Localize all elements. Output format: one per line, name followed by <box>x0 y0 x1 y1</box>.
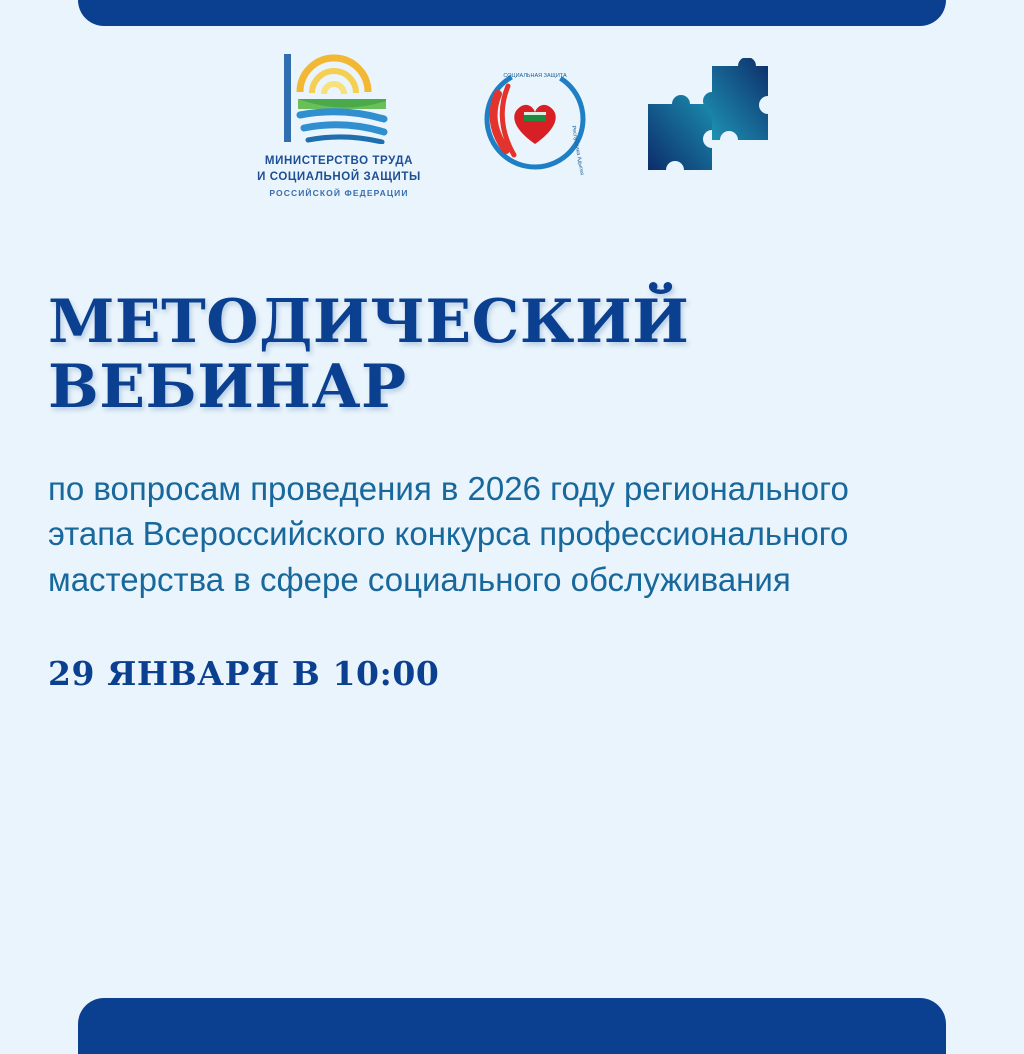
page-title-line2: ВЕБИНАР <box>48 351 407 422</box>
social-protection-arc-label: Республика Адыгея <box>569 125 585 176</box>
page-title-line1: МЕТОДИЧЕСКИЙ <box>48 287 690 357</box>
two-puzzle-pieces-icon <box>638 58 778 176</box>
logo-mintrud <box>247 52 432 200</box>
logo-puzzle <box>638 58 778 176</box>
bottom-decorative-bar <box>78 998 946 1054</box>
page-title <box>48 287 948 422</box>
heart-in-circle-emblem-icon <box>476 60 594 178</box>
event-datetime: 29 ЯНВАРЯ В 10:00 <box>48 654 440 694</box>
sun-over-waves-emblem-icon <box>280 52 398 144</box>
mintrud-line1: МИНИСТЕРСТВО ТРУДА <box>264 155 414 167</box>
logo-mintrud-caption <box>257 154 421 200</box>
page-subtitle: по вопросам проведения в 2026 году регионального этапа Всероссийского конкурса профессионального мастерства в сфере социального обслуживания <box>48 469 849 598</box>
mintrud-line2: И СОЦИАЛЬНОЙ ЗАЩИТЫ <box>257 170 421 183</box>
logo-social-protection <box>476 60 594 178</box>
top-decorative-bar <box>78 0 946 26</box>
mintrud-line3: РОССИЙСКОЙ ФЕДЕРАЦИИ <box>269 188 409 199</box>
social-protection-top-label: СОЦИАЛЬНАЯ ЗАЩИТА <box>502 73 567 79</box>
logo-row <box>0 52 1024 200</box>
poster-content <box>48 287 948 694</box>
